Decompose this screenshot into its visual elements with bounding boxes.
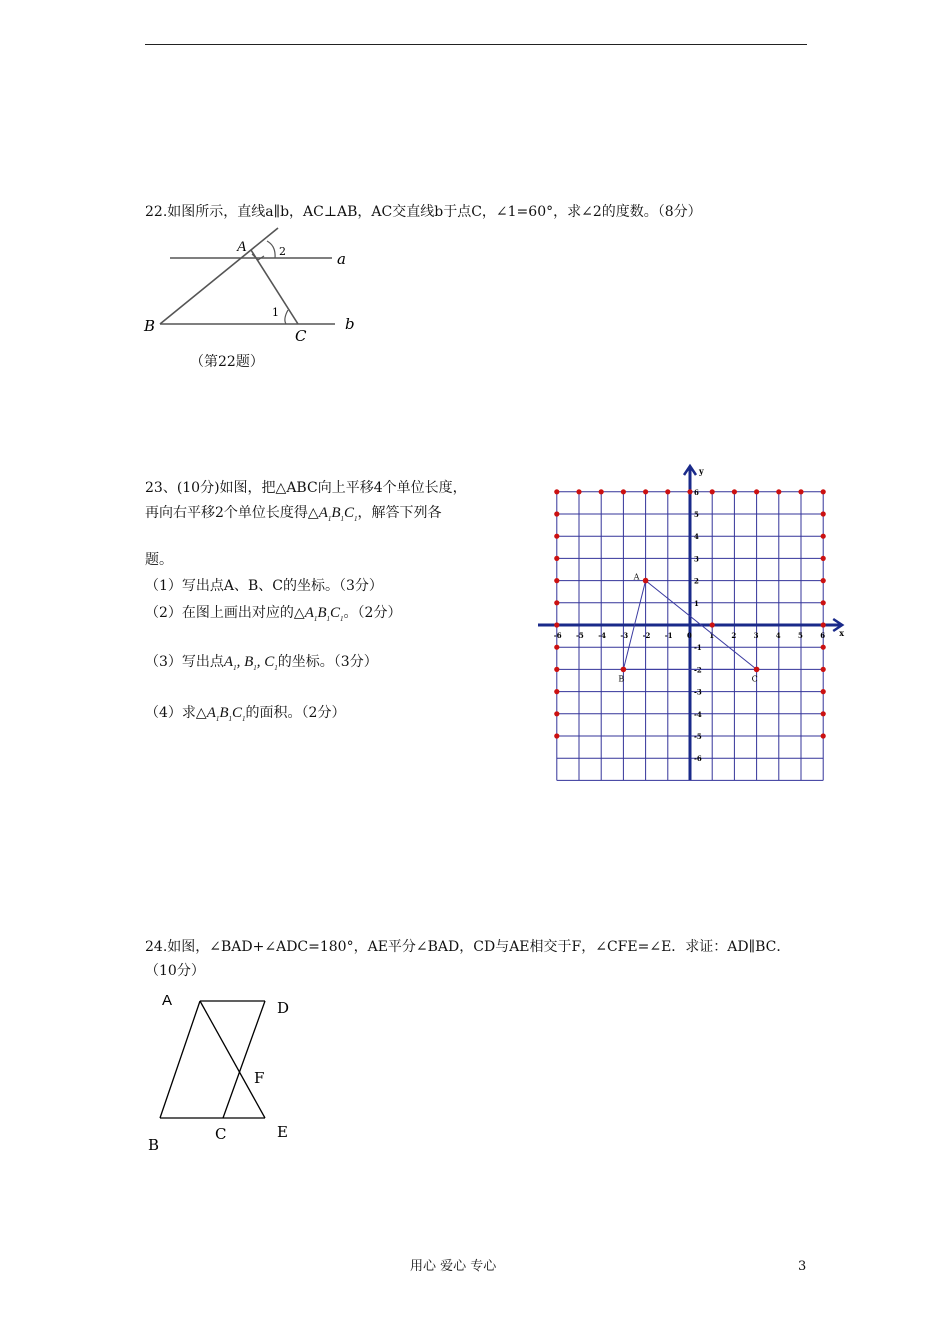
angle-1-arc xyxy=(285,310,288,324)
tri-a1b1c1: $A_1B_1C_1$ xyxy=(206,705,246,723)
q23-line2-pre: 再向右平移2个单位长度得△ xyxy=(145,505,319,521)
grid-marker xyxy=(554,689,559,694)
q22-figure xyxy=(140,224,370,349)
label-B: B xyxy=(148,1136,160,1154)
grid-marker xyxy=(821,511,826,516)
grid-marker xyxy=(821,489,826,494)
grid-marker xyxy=(554,711,559,716)
y-tick-label: -1 xyxy=(694,643,702,653)
y-tick-label: 5 xyxy=(694,510,699,519)
y-tick-label: 2 xyxy=(694,576,699,586)
grid-marker xyxy=(821,534,826,539)
seg-ae xyxy=(200,1001,265,1118)
point-label-a: A xyxy=(633,572,640,582)
label-C: C xyxy=(215,1125,227,1143)
label-angle1: 1 xyxy=(272,306,279,319)
label-b: b xyxy=(345,315,355,333)
x-tick-label: -1 xyxy=(664,631,673,640)
tri-a1b1c1: $A_1B_1C_1$ xyxy=(304,605,344,623)
grid-marker xyxy=(665,489,670,494)
grid-marker xyxy=(776,489,781,494)
grid-marker xyxy=(554,556,559,561)
grid-marker xyxy=(554,578,559,583)
seg-dc xyxy=(223,1001,265,1118)
label-C: C xyxy=(295,327,307,345)
grid-marker xyxy=(821,667,826,672)
q23-item4: （4）求$\triangle A_1B_1C_1$的面积。（2分） xyxy=(145,705,346,723)
label-E: E xyxy=(277,1123,288,1141)
label-D: D xyxy=(277,999,290,1017)
x-tick-label: -6 xyxy=(553,631,562,640)
x-tick-label: 5 xyxy=(798,631,803,640)
y-tick-label: 6 xyxy=(694,487,699,497)
seg-ab xyxy=(160,1001,200,1118)
grid-marker xyxy=(554,622,559,627)
q23-line3: 题。 xyxy=(145,552,173,568)
grid-marker xyxy=(554,489,559,494)
grid-marker xyxy=(821,600,826,605)
q23-item3: （3）写出点$A_1$, $B_1$, $C_1$的坐标。（3分） xyxy=(145,654,378,672)
x-tick-label: 1 xyxy=(709,631,715,640)
grid-marker xyxy=(554,600,559,605)
q23-line2-post: ，解答下列各 xyxy=(357,505,442,521)
q24-line1: 24.如图，∠BAD+∠ADC=180°，AE平分∠BAD，CD与AE相交于F，∠CFE=∠E．求证：AD∥BC． xyxy=(145,939,791,955)
grid-marker xyxy=(821,689,826,694)
grid-marker xyxy=(754,489,759,494)
angle-2-arc xyxy=(267,241,275,258)
label-A: A xyxy=(237,239,247,255)
y-tick-label: -5 xyxy=(694,732,702,741)
x-tick-label: 0 xyxy=(687,631,692,640)
grid-marker xyxy=(710,622,715,627)
y-tick-label: -2 xyxy=(694,665,702,675)
q23-item1: （1）写出点A、B、C的坐标。（3分） xyxy=(145,578,383,594)
grid-marker xyxy=(554,733,559,738)
grid-marker xyxy=(710,489,715,494)
y-tick-label: -6 xyxy=(694,754,702,764)
tri-a1b1c1: $A_1B_1C_1$ xyxy=(318,505,358,523)
page-number: 3 xyxy=(798,1259,807,1274)
point-b xyxy=(621,667,627,673)
y-tick-label: -3 xyxy=(694,687,702,697)
x-tick-label: 3 xyxy=(753,631,759,640)
grid-marker xyxy=(643,489,648,494)
grid-marker xyxy=(554,645,559,650)
y-axis-label: y xyxy=(699,466,704,476)
x-tick-label: -2 xyxy=(642,631,651,640)
point-label-c: C xyxy=(751,674,758,684)
label-A: A xyxy=(162,992,173,1009)
y-tick-label: 3 xyxy=(694,554,699,564)
grid-marker xyxy=(621,489,626,494)
points-a1-b1-c1: $A_1$, $B_1$, $C_1$ xyxy=(223,654,278,672)
header-rule xyxy=(145,44,807,45)
line-ab xyxy=(160,228,278,324)
x-tick-label: -5 xyxy=(576,631,584,640)
point-a xyxy=(643,578,649,584)
coordinate-grid xyxy=(535,462,855,787)
q24-figure xyxy=(140,990,310,1160)
q24-line2: （10分） xyxy=(145,963,205,979)
grid-marker xyxy=(798,489,803,494)
grid-marker xyxy=(554,667,559,672)
grid-marker xyxy=(554,534,559,539)
grid-marker xyxy=(821,711,826,716)
x-tick-label: -4 xyxy=(598,631,606,640)
label-angle2: 2 xyxy=(279,245,286,258)
grid-marker xyxy=(599,489,604,494)
q23-line1: 23、(10分)如图，把△ABC向上平移4个单位长度， xyxy=(145,480,467,496)
grid-marker xyxy=(554,511,559,516)
point-c xyxy=(754,667,760,673)
label-a: a xyxy=(337,250,346,268)
x-axis-label: x xyxy=(839,628,844,638)
label-F: F xyxy=(254,1069,265,1087)
grid-marker xyxy=(576,489,581,494)
x-tick-label: -3 xyxy=(620,631,629,640)
footer-text: 用心 爱心 专心 xyxy=(410,1259,497,1274)
grid-marker xyxy=(821,645,826,650)
y-tick-label: 1 xyxy=(694,598,699,608)
q22-text: 22.如图所示，直线a∥b，AC⊥AB，AC交直线b于点C，∠1=60°，求∠2的度数。（8分） xyxy=(145,204,702,220)
q22-caption: （第22题） xyxy=(190,354,264,370)
x-tick-label: 4 xyxy=(775,631,781,640)
x-tick-label: 2 xyxy=(731,631,737,640)
q23-item2: （2）在图上画出对应的$\triangle A_1B_1C_1$。（2分） xyxy=(145,605,402,623)
grid-marker xyxy=(687,489,692,494)
grid-marker xyxy=(821,556,826,561)
x-tick-label: 6 xyxy=(820,631,826,640)
q23-line2 xyxy=(145,503,442,529)
y-tick-label: -4 xyxy=(694,709,702,719)
grid-marker xyxy=(821,622,826,627)
y-tick-label: 4 xyxy=(694,532,699,542)
grid-marker xyxy=(821,578,826,583)
grid-marker xyxy=(732,489,737,494)
point-label-b: B xyxy=(618,674,625,684)
label-B: B xyxy=(144,317,156,335)
grid-marker xyxy=(821,733,826,738)
